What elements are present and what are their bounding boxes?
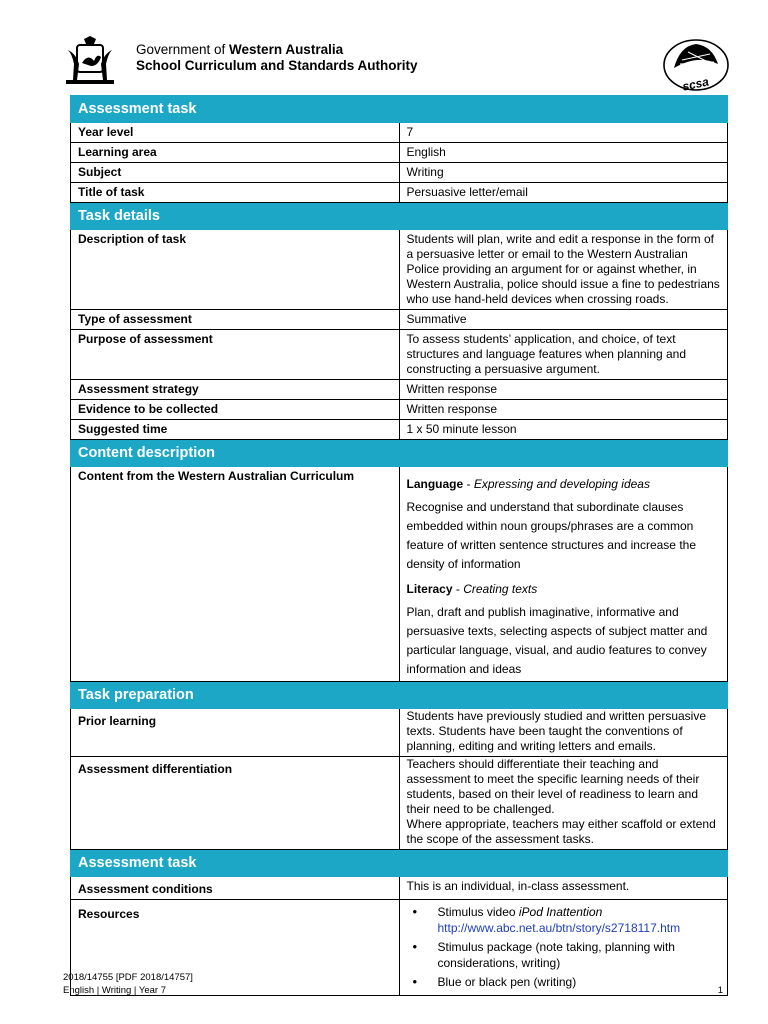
- section-task-preparation: Task preparation: [71, 682, 728, 709]
- section-assessment-task-2: Assessment task: [71, 850, 728, 877]
- document-reference: 2018/14755 [PDF 2018/14757]: [63, 972, 193, 983]
- table-row: Assessment differentiation Teachers should differentiate their teaching and assessment to meet the specific learning needs of their students, based on their level of readiness to learn and their need to be challenged. Where appropriate, teachers may either scaffold or extend the scope of the assessment tasks.: [71, 757, 728, 850]
- list-item: • Blue or black pen (writing): [407, 974, 721, 990]
- learning-area-value: English: [399, 143, 728, 163]
- prior-learning: Students have previously studied and written persuasive texts. Students have been taught the conventions of planning, editing and writing letters and emails.: [399, 709, 728, 757]
- assessment-table: [70, 95, 728, 996]
- table-row: Purpose of assessment To assess students’ application, and choice, of text structures and language features when planning and constructing a persuasive argument.: [71, 330, 728, 380]
- stimulus-video-link[interactable]: http://www.abc.net.au/btn/story/s2718117.htm: [437, 921, 681, 935]
- curriculum-content: Language - Expressing and developing ideas Recognise and understand that subordinate clauses embedded within noun groups/phrases are a common feature of written sentence structures and increase the density of information Literacy - Creating texts Plan, draft and publish imaginative, informative and persuasive texts, selecting aspects of subject matter and particular language, visual, and audio features to convey information and ideas: [399, 467, 728, 682]
- section-assessment-task: Assessment task: [71, 96, 728, 123]
- table-row: Evidence to be collected Written response: [71, 400, 728, 420]
- page-header: [64, 36, 732, 94]
- table-row: Subject Writing: [71, 163, 728, 183]
- section-content-description: Content description: [71, 440, 728, 467]
- assessment-purpose: To assess students’ application, and choice, of text structures and language features when planning and constructing a persuasive argument.: [399, 330, 728, 380]
- assessment-differentiation: Teachers should differentiate their teaching and assessment to meet the specific learning needs of their students, based on their level of readiness to learn and their need to be challenged. Where appropriate, teachers may either scaffold or extend the scope of the assessment tasks.: [399, 757, 728, 850]
- table-row: Assessment strategy Written response: [71, 380, 728, 400]
- section-task-details: Task details: [71, 203, 728, 230]
- table-row: Description of task Students will plan, write and edit a response in the form of a persuasive letter or email to the Western Australian Police providing an argument for or against whether, in Western Australia, police should issue a fine to pedestrians who use hand-held devices when crossing roads.: [71, 230, 728, 310]
- table-row: Type of assessment Summative: [71, 310, 728, 330]
- task-description: Students will plan, write and edit a response in the form of a persuasive letter or email to the Western Australian Police providing an argument for or against whether, in Western Australia, police should issue a fine to pedestrians who use hand-held devices when crossing roads.: [399, 230, 728, 310]
- scsa-logo-text: scsa: [681, 74, 711, 94]
- year-level-value: 7: [399, 123, 728, 143]
- table-row: Prior learning Students have previously studied and written persuasive texts. Students have been taught the conventions of planning, editing and writing letters and emails.: [71, 709, 728, 757]
- table-row: Assessment conditions This is an individual, in-class assessment.: [71, 877, 728, 900]
- list-item: • Stimulus video iPod Inattention http://www.abc.net.au/btn/story/s2718117.htm: [407, 904, 721, 936]
- table-row: Learning area English: [71, 143, 728, 163]
- table-row: Content from the Western Australian Curriculum Language - Expressing and developing ideas Recognise and understand that subordinate clauses embedded within noun groups/phrases are a common feature of written sentence structures and increase the density of information Literacy - Creating texts Plan, draft and publish imaginative, informative and persuasive texts, selecting aspects of subject matter and particular language, visual, and audio features to convey information and ideas: [71, 467, 728, 682]
- organisation-name: Government of Western Australia School Curriculum and Standards Authority: [136, 42, 418, 73]
- subject-value: Writing: [399, 163, 728, 183]
- table-row: Suggested time 1 x 50 minute lesson: [71, 420, 728, 440]
- page-footer: [63, 971, 723, 997]
- task-title-value: Persuasive letter/email: [399, 183, 728, 203]
- suggested-time: 1 x 50 minute lesson: [399, 420, 728, 440]
- table-row: Resources • Stimulus video iPod Inattention http://www.abc.net.au/btn/story/s2718117.htm • Stimulus package (note taking, planning with considerations, writing) • Blue or black pen (writing): [71, 900, 728, 996]
- scsa-logo-icon: [662, 38, 732, 94]
- assessment-conditions: This is an individual, in-class assessment.: [399, 877, 728, 900]
- assessment-strategy: Written response: [399, 380, 728, 400]
- table-row: Title of task Persuasive letter/email: [71, 183, 728, 203]
- evidence-value: Written response: [399, 400, 728, 420]
- wa-crest-icon: [64, 36, 116, 86]
- table-row: Year level 7: [71, 123, 728, 143]
- footer-breadcrumb: English | Writing | Year 7: [63, 985, 166, 996]
- assessment-type: Summative: [399, 310, 728, 330]
- list-item: • Stimulus package (note taking, planning with considerations, writing): [407, 939, 721, 971]
- page-number: 1: [717, 985, 723, 996]
